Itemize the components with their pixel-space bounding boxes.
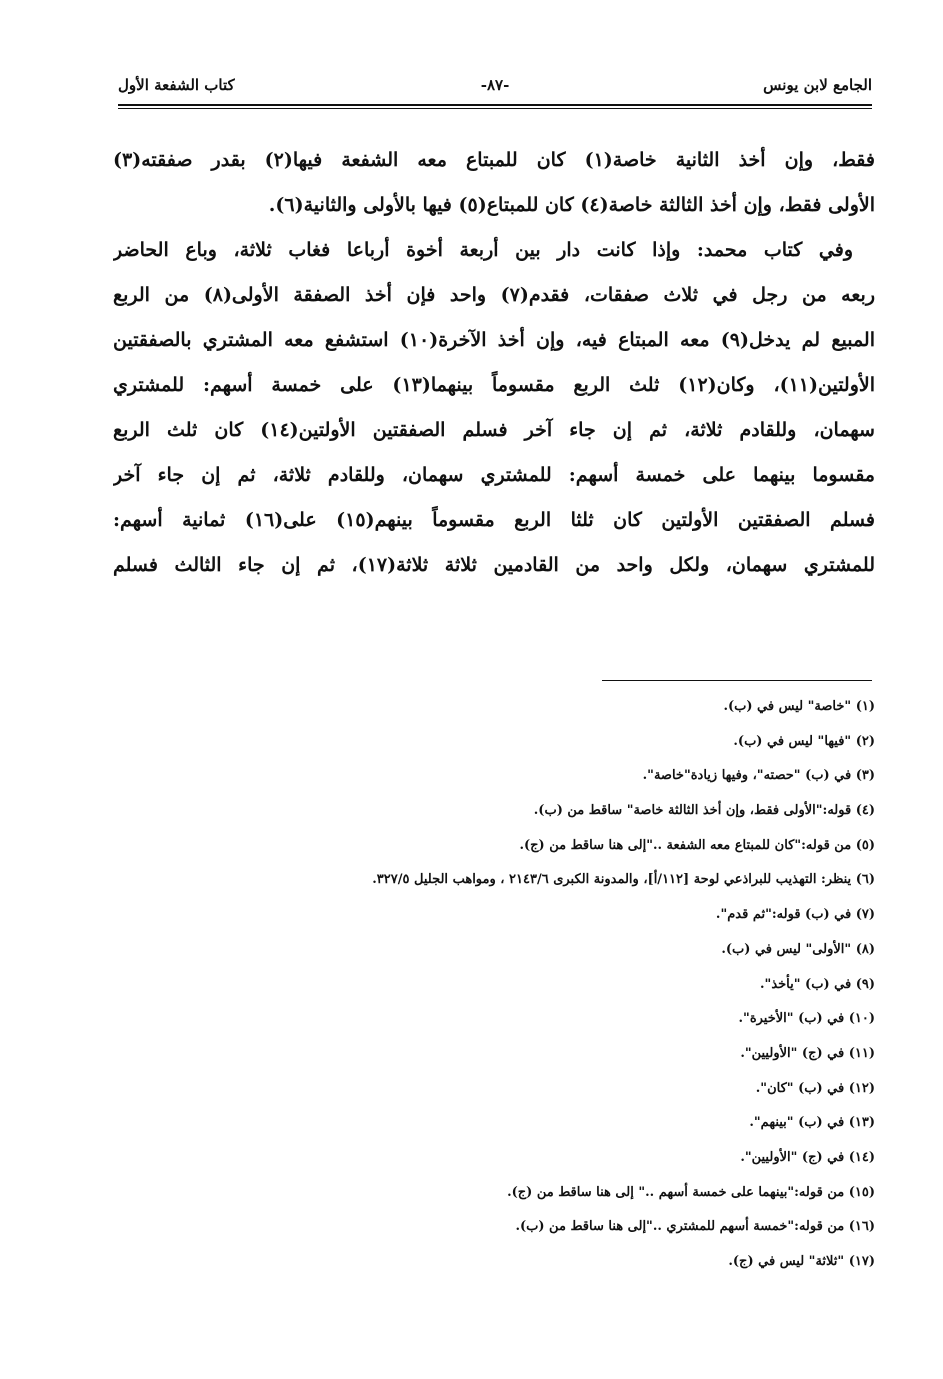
footnote-item: (٥) من قوله:"كان للمبتاع معه الشفعة .."إلى هنا ساقط من (ج). [519, 837, 875, 853]
page-number: -٨٧- [480, 76, 510, 94]
header-book-title: الجامع لابن يونس [763, 76, 872, 94]
header-rule [118, 104, 872, 106]
footnote-item: (١١) في (ج) "الأوليين". [740, 1045, 875, 1061]
footnote-item: (٧) في (ب) قوله:"ثم قدم". [715, 907, 875, 923]
footnote-item: (١٣) في (ب) "بينهم". [749, 1115, 875, 1131]
text-line: للمشتري سهمان، ولكل واحد من القادمين ثلاثة ثلاثة(١٧)، ثم إن جاء الثالث فسلم [113, 554, 875, 576]
text-line: وفي كتاب محمد: وإذا كانت دار بين أربعة أخوة أرباعا فغاب ثلاثة، وباع الحاضر [113, 239, 853, 261]
footnote-item: (٩) في (ب) "يأخذ". [760, 976, 875, 992]
footnote-item: (٤) قوله:"الأولى فقط، وإن أخذ الثالثة خاصة" ساقط من (ب). [533, 803, 875, 819]
running-header [118, 76, 872, 102]
text-line: المبيع لم يدخل(٩) معه المبتاع فيه، وإن أخذ الآخرة(١٠) استشفع معه المشتري بالصفقتين [113, 329, 875, 351]
text-line: الأولتين(١١)، وكان(١٢) ثلث الربع مقسوماً بينهما(١٣) على خمسة أسهم: للمشتري [113, 374, 875, 396]
footnote-item: (١٦) من قوله:"خمسة أسهم للمشتري .."إلى هنا ساقط من (ب). [515, 1219, 875, 1235]
text-line: فسلم الصفقتين الأولتين كان ثلثا الربع مقسوماً بينهم(١٥) على(١٦) ثمانية أسهم: [113, 509, 875, 531]
text-line: فقط، وإن أخذ الثانية خاصة(١) كان للمبتاع معه الشفعة فيها(٢) بقدر صفقته(٣) [113, 149, 875, 171]
header-rule-thin [118, 108, 872, 109]
footnote-item: (١) "خاصة" ليس في (ب). [723, 699, 875, 714]
text-line: سهمان، وللقادم ثلاثة، ثم إن جاء آخر فسلم الصفقتين الأولتين(١٤) كان ثلث الربع [113, 419, 875, 441]
text-line: مقسوما بينهما على خمسة أسهم: للمشتري سهمان، وللقادم ثلاثة، ثم إن جاء آخر [113, 464, 875, 486]
main-text [113, 138, 875, 588]
text-line: الأولى فقط، وإن أخذ الثالثة خاصة(٤) كان للمبتاع(٥) فيها بالأولى والثانية(٦). [268, 194, 875, 216]
footnote-item: (٢) "فيها" ليس في (ب). [733, 733, 875, 749]
footnote-item: (٦) ينظر: التهذيب للبراذعي لوحة [١١٢/أ]، والمدونة الكبرى ٢١٤٣/٦ ، ومواهب الجليل ٣٢٧/٥. [372, 872, 875, 888]
footnote-item: (١٥) من قوله:"بينهما على خمسة أسهم .." إلى هنا ساقط من (ج). [507, 1184, 875, 1200]
footnote-separator [602, 680, 872, 681]
footnote-item: (١٤) في (ج) "الأوليين". [740, 1149, 875, 1165]
footnote-item: (١٧) "ثلاثة" ليس في (ج). [728, 1254, 875, 1269]
footnotes [190, 690, 875, 1280]
footnote-item: (١٢) في (ب) "كان". [755, 1080, 875, 1096]
footnote-item: (٨) "الأولى" ليس في (ب). [721, 941, 875, 957]
header-chapter-title: كتاب الشفعة الأول [118, 76, 235, 94]
footnote-item: (١٠) في (ب) "الأخيرة". [738, 1011, 875, 1027]
text-line: ربعه من رجل في ثلاث صفقات، فقدم(٧) واحد فإن أخذ الصفقة الأولى(٨) من الربع [113, 284, 875, 306]
footnote-item: (٣) في (ب) "حصته"، وفيها زيادة"خاصة". [642, 768, 875, 784]
